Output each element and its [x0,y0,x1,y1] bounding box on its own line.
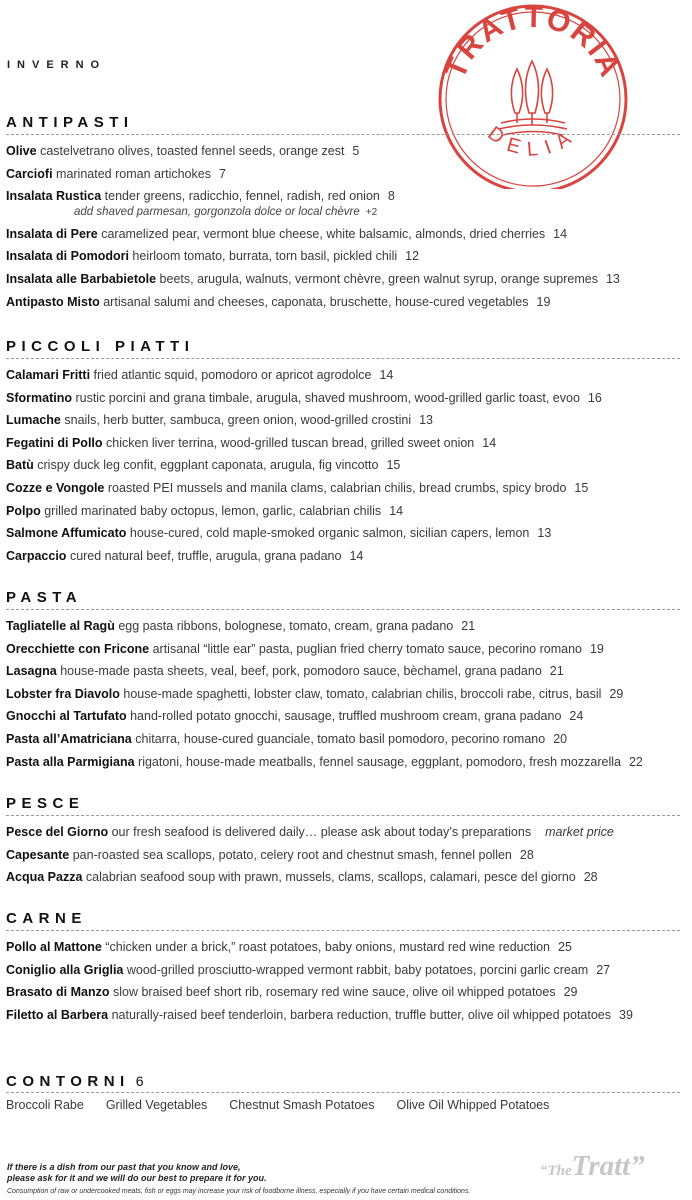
menu-item: Capesante pan-roasted sea scallops, potato, celery root and chestnut smash, fennel pollen 28 [6,847,534,862]
footer-note: If there is a dish from our past that you know and love, please ask for it and we will do our best to prepare it for you. [7,1162,267,1183]
side-dishes [6,1098,680,1112]
menu-item: Pasta all’Amatriciana chitarra, house-cured guanciale, tomato basil pomodoro, pecorino romano 20 [6,731,568,746]
menu-item: Coniglio alla Griglia wood-grilled prosciutto-wrapped vermont rabbit, baby potatoes, porcini garlic cream 27 [6,962,611,977]
menu-item: Acqua Pazza calabrian seafood soup with prawn, mussels, clams, scallops, calamari, pesce del giorno 28 [6,870,598,885]
menu-item: Fegatini di Pollo chicken liver terrina, wood-grilled tuscan bread, grilled sweet onion 14 [6,435,497,450]
section-piccoli-piatti [6,338,680,567]
footer-disclaimer: Consumption of raw or undercooked meats, fish or eggs may increase your risk of foodborne illness, especially if you have certain medical conditions. [7,1188,471,1195]
menu-item: Lasagna house-made pasta sheets, veal, beef, pork, pomodoro sauce, bèchamel, grana padano 21 [6,664,564,679]
menu-item: Pesce del Giorno our fresh seafood is delivered daily… please ask about today’s preparations market price [6,825,614,839]
contorni-price: 6 [135,1073,144,1089]
divider [6,609,680,610]
menu-item: Brasato di Manzo slow braised beef short rib, rosemary red wine sauce, olive oil whipped potatoes 29 [6,985,578,1000]
menu-item: Calamari Fritti fried atlantic squid, pomodoro or apricot agrodolce 14 [6,368,394,382]
menu-item: Gnocchi al Tartufato hand-rolled potato gnocchi, sausage, truffled mushroom cream, grana padano 24 [6,709,584,724]
menu-item: Antipasto Misto artisanal salumi and cheeses, caponata, bruschette, house-cured vegetables 19 [6,294,551,309]
divider [6,930,680,931]
section-contorni [6,1072,680,1112]
section-carne [6,910,680,1026]
divider [6,1092,680,1093]
menu-item: Filetto al Barbera naturally-raised beef tenderloin, barbera reduction, truffle butter, olive oil whipped potatoes 39 [6,1007,633,1022]
section-antipasti [6,114,680,313]
menu-item: Insalata di Pere caramelized pear, vermont blue cheese, white balsamic, almonds, dried cherries 14 [6,226,568,241]
menu-item: Pollo al Mattone “chicken under a brick,” roast potatoes, baby onions, mustard red wine reduction 25 [6,940,572,954]
menu-item: Lumache snails, herb butter, sambuca, green onion, wood-grilled crostini 13 [6,413,433,428]
section-title: PASTA [6,589,83,606]
section-title: PESCE [6,795,85,812]
logo-top-text: TRATTORIA [438,1,628,84]
section-title: ANTIPASTI [6,114,134,131]
menu-item-addon: add shaved parmesan, gorgonzola dolce or local chèvre +2 [74,205,378,218]
menu-item: Lobster fra Diavolo house-made spaghetti, lobster claw, tomato, calabrian chilis, broccoli rabe, citrus, basil 29 [6,686,624,701]
section-title: CARNE [6,910,87,927]
side-dish: Grilled Vegetables [105,1098,208,1112]
menu-item: Polpo grilled marinated baby octopus, lemon, garlic, calabrian chilis 14 [6,503,404,518]
side-dish: Broccoli Rabe [6,1098,84,1112]
menu-item: Insalata Rustica tender greens, radicchio, fennel, radish, red onion 8 [6,189,395,204]
logo-bottom-text: DELIA [483,122,583,161]
divider [6,134,680,135]
menu-item: Cozze e Vongole roasted PEI mussels and manila clams, calabrian chilis, bread crumbs, spicy brodo 15 [6,480,589,495]
divider [6,358,680,359]
svg-text:TRATTORIA [439,1,627,83]
menu-item: Tagliatelle al Ragù egg pasta ribbons, bolognese, tomato, cream, grana padano 21 [6,619,476,633]
menu-item: Insalata alle Barbabietole beets, arugula, walnuts, vermont chèvre, green walnut syrup, orange supremes 13 [6,271,620,286]
section-title: PICCOLI PIATTI [6,338,195,355]
menu-item: Pasta alla Parmigiana rigatoni, house-made meatballs, fennel sausage, eggplant, pomodoro, fresh mozzarella 22 [6,754,643,769]
menu-item: Salmone Affumicato house-cured, cold maple-smoked organic salmon, sicilian capers, lemon 13 [6,526,552,541]
section-title: CONTORNI 6 [6,1073,144,1090]
menu-item: Sformatino rustic porcini and grana timbale, arugula, shaved mushroom, wood-grilled garlic toast, evoo 16 [6,390,602,405]
divider [6,815,680,816]
the-tratt-wordmark: “TheTratt” [540,1150,645,1182]
menu-item: Olive castelvetrano olives, toasted fennel seeds, orange zest 5 [6,144,360,158]
section-pesce [6,795,680,889]
menu-item: Batù crispy duck leg confit, eggplant caponata, arugula, fig vincotto 15 [6,458,401,473]
section-pasta [6,589,680,773]
menu-item: Carpaccio cured natural beef, truffle, arugula, grana padano 14 [6,548,364,563]
side-dish: Olive Oil Whipped Potatoes [396,1098,550,1112]
menu-item: Orecchiette con Fricone artisanal “little ear” pasta, puglian fried cherry tomato sauce, pecorino romano 19 [6,641,604,656]
side-dish: Chestnut Smash Potatoes [229,1098,375,1112]
season-label: INVERNO [7,59,107,71]
menu-item: Carciofi marinated roman artichokes 7 [6,166,226,181]
menu-item: Insalata di Pomodori heirloom tomato, burrata, torn basil, pickled chili 12 [6,249,420,264]
